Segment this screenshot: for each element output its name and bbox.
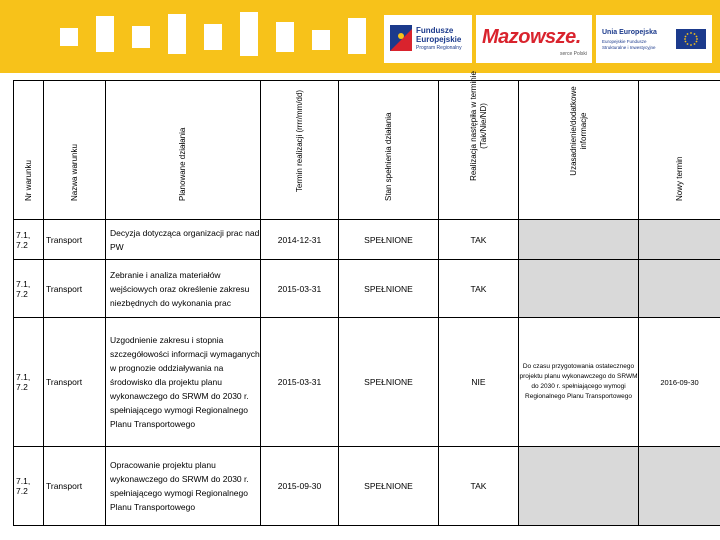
cell-dzialania: Zebranie i analiza materiałów wejściowych oraz określenie zakresu niezbędnych do wykonania prac: [106, 260, 261, 318]
banner-decoration: [204, 24, 222, 50]
cell-nr: 7.1, 7.2: [14, 260, 44, 318]
cell-nowy-termin: [639, 260, 720, 318]
cell-nazwa: Transport: [44, 318, 106, 447]
header-banner: [0, 0, 720, 73]
header-uzasadnienie: Uzasadnienie/dodatkowe informacje: [519, 81, 639, 220]
cell-realizacja: TAK: [439, 220, 519, 260]
conditions-table: [13, 71, 720, 526]
banner-decoration: [168, 14, 186, 54]
table-header-row: [14, 81, 720, 220]
cell-stan: SPEŁNIONE: [339, 318, 439, 447]
cell-dzialania: Opracowanie projektu planu wykonawczego do SRWM do 2030 r. spełniającego wymogi Regionalnego Planu Transportowego: [106, 447, 261, 526]
cell-stan: SPEŁNIONE: [339, 260, 439, 318]
cell-dzialania: Decyzja dotycząca organizacji prac nad PW: [106, 220, 261, 260]
table-row: [14, 318, 720, 447]
fe-subtitle: Program Regionalny: [416, 45, 462, 51]
cell-uzasadnienie: [519, 447, 639, 526]
cell-termin: 2015-03-31: [261, 260, 339, 318]
banner-decoration: [60, 28, 78, 46]
banner-decoration: [276, 22, 294, 52]
header-nr-warunku: Nr warunku: [14, 81, 44, 220]
cell-uzasadnienie: Do czasu przygotowania ostatecznego projektu planu wykonawczego do SRWM do 2030 r. spełniającego wymogi Regionalnego Planu Transportowego: [519, 318, 639, 447]
header-planowane-dzialania: Planowane działania: [106, 81, 261, 220]
banner-decoration: [96, 16, 114, 52]
banner-decoration: [312, 30, 330, 50]
cell-dzialania: Uzgodnienie zakresu i stopnia szczegółowości informacji wymaganych w prognozie oddziaływania na środowisko dla projektu planu wykonawczego do SRWM do 2030 r. spełniającego wymogi Regionalnego Planu Transportowego: [106, 318, 261, 447]
cell-uzasadnienie: [519, 220, 639, 260]
mazowsze-word: Mazowsze.: [482, 26, 581, 48]
cell-termin: 2014-12-31: [261, 220, 339, 260]
cell-nr: 7.1, 7.2: [14, 318, 44, 447]
table-row: [14, 220, 720, 260]
header-realizacja-w-terminie: Realizacja następiła w terminie (Tak/Nie/ND): [439, 81, 519, 220]
table-row: [14, 447, 720, 526]
cell-termin: 2015-09-30: [261, 447, 339, 526]
cell-nr: 7.1, 7.2: [14, 220, 44, 260]
fe-star-icon: [390, 25, 412, 51]
banner-decoration: [240, 12, 258, 56]
banner-decoration: [348, 18, 366, 54]
mazowsze-logo: [476, 15, 592, 63]
cell-realizacja: TAK: [439, 447, 519, 526]
header-termin-realizacji: Termin realizacji (rrrr/mm/dd): [261, 81, 339, 220]
table-row: [14, 260, 720, 318]
ue-title: Unia Europejska: [602, 29, 657, 36]
cell-nazwa: Transport: [44, 220, 106, 260]
cell-realizacja: NIE: [439, 318, 519, 447]
unia-europejska-logo: [596, 15, 712, 63]
cell-nazwa: Transport: [44, 447, 106, 526]
cell-nowy-termin: 2016-09-30: [639, 318, 720, 447]
cell-nowy-termin: [639, 220, 720, 260]
cell-nazwa: Transport: [44, 260, 106, 318]
cell-stan: SPEŁNIONE: [339, 220, 439, 260]
header-stan-spelnienia: Stan spełnienia działania: [339, 81, 439, 220]
eu-flag-icon: [676, 29, 706, 49]
ue-subtitle: Europejskie Fundusze Strukturalne i Inwestycyjne: [602, 39, 656, 50]
conditions-table-container: [13, 71, 720, 525]
cell-uzasadnienie: [519, 260, 639, 318]
header-nowy-termin: Nowy termin: [639, 81, 720, 220]
cell-realizacja: TAK: [439, 260, 519, 318]
cell-nr: 7.1, 7.2: [14, 447, 44, 526]
cell-termin: 2015-03-31: [261, 318, 339, 447]
mazowsze-subtitle: serce Polski: [560, 51, 587, 57]
cell-stan: SPEŁNIONE: [339, 447, 439, 526]
cell-nowy-termin: [639, 447, 720, 526]
header-nazwa-warunku: Nazwa warunku: [44, 81, 106, 220]
fundusze-europejskie-logo: [384, 15, 472, 63]
banner-decoration: [132, 26, 150, 48]
fe-title: Fundusze Europejskie: [416, 26, 462, 44]
